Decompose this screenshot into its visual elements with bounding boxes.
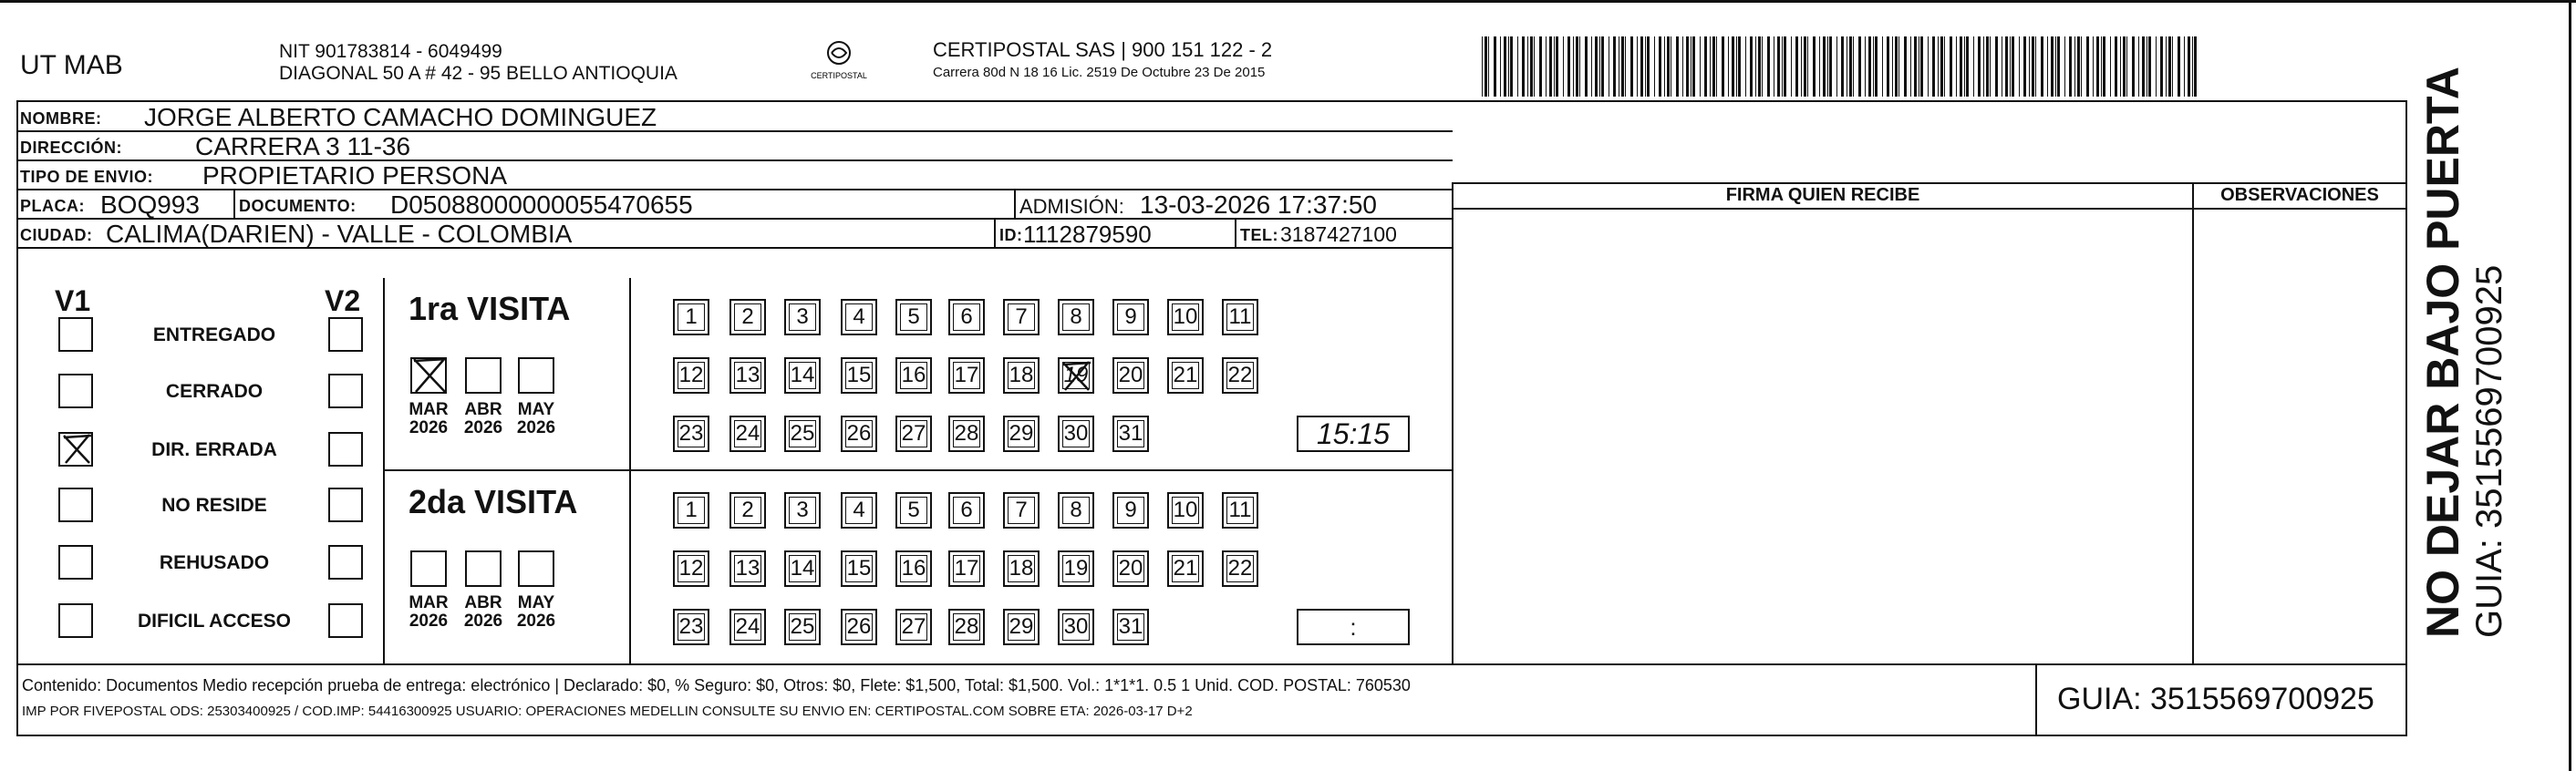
day-number: 29: [1009, 421, 1034, 446]
day-box: [948, 357, 985, 394]
day-number: 17: [954, 556, 979, 581]
city-value: CALIMA(DARIEN) - VALLE - COLOMBIA: [106, 220, 573, 248]
id-value: 1112879590: [1023, 221, 1152, 248]
month-name: MAR: [409, 400, 449, 419]
top-edge: [0, 0, 2576, 3]
v1-header: V1: [55, 284, 91, 317]
day-number: 2: [741, 304, 754, 329]
day-box: [841, 416, 877, 452]
day-box: [1222, 550, 1258, 587]
divider: [2035, 663, 2037, 736]
day-box: [1222, 357, 1258, 394]
month-name: MAR: [409, 593, 449, 612]
day-box: [895, 492, 932, 529]
month-label: [458, 594, 509, 631]
certipostal-logo: [810, 36, 868, 87]
month-checkbox: [465, 357, 502, 394]
day-number: 7: [1015, 304, 1028, 329]
day-box: [1112, 299, 1149, 335]
day-number: 1: [685, 498, 698, 522]
day-box: [1003, 299, 1040, 335]
day-number: 4: [853, 498, 865, 522]
day-box: [841, 357, 877, 394]
status-label: CERRADO: [165, 381, 264, 402]
day-number: 12: [678, 363, 704, 387]
shipment-type: PROPIETARIO PERSONA: [202, 161, 507, 190]
day-number: 14: [790, 363, 815, 387]
day-box: [1112, 357, 1149, 394]
day-box: [1058, 550, 1094, 587]
day-number: 15: [846, 556, 872, 581]
carrier-info: [933, 40, 1272, 83]
day-box: [1058, 609, 1094, 645]
day-number: 6: [960, 304, 973, 329]
type-row: [16, 161, 1453, 190]
barcode: [1482, 36, 2202, 97]
divider: [16, 663, 2407, 665]
status-label: REHUSADO: [159, 552, 270, 573]
divider: [383, 469, 1452, 471]
city-label: CIUDAD:: [20, 226, 93, 244]
month-name: ABR: [464, 400, 502, 419]
day-box: [729, 357, 766, 394]
plate-row: [16, 190, 1453, 220]
day-number: 6: [960, 498, 973, 522]
day-number: 21: [1173, 363, 1198, 387]
admission-label: ADMISIÓN:: [1019, 195, 1124, 218]
month-label: [511, 401, 562, 437]
sender-info: [279, 41, 678, 85]
day-number: 31: [1118, 614, 1143, 639]
day-number: 1: [685, 304, 698, 329]
status-label: DIR. ERRADA: [151, 439, 277, 460]
day-number: 22: [1227, 363, 1253, 387]
day-box: [1058, 299, 1094, 335]
day-number: 25: [790, 421, 815, 446]
day-box: [841, 550, 877, 587]
v1-checkbox: [58, 545, 93, 580]
divider: [1452, 182, 2405, 184]
day-number: 23: [678, 614, 704, 639]
day-number: 16: [901, 556, 926, 581]
month-year: 2026: [516, 418, 556, 437]
day-box: [673, 550, 709, 587]
v2-checkbox: [328, 545, 363, 580]
day-box: [895, 609, 932, 645]
day-number: 24: [735, 421, 760, 446]
day-box: [784, 550, 821, 587]
month-year: 2026: [516, 612, 556, 631]
month-name: MAY: [517, 400, 555, 419]
day-box: [729, 550, 766, 587]
day-box: [673, 416, 709, 452]
day-box: [1112, 609, 1149, 645]
handwritten-cross-mark: [409, 354, 450, 396]
no-under-door-warning: NO DEJAR BAJO PUERTA: [2417, 67, 2468, 638]
day-number: 26: [846, 614, 872, 639]
day-number: 27: [901, 614, 926, 639]
month-label: [403, 594, 454, 631]
sender-nit: NIT 901783814 - 6049499: [279, 41, 502, 62]
day-number: 25: [790, 614, 815, 639]
day-number: 7: [1015, 498, 1028, 522]
city-row: [16, 220, 1453, 249]
month-checkbox: [410, 550, 447, 587]
day-number: 5: [907, 304, 920, 329]
day-number: 9: [1124, 498, 1137, 522]
v2-checkbox: [328, 488, 363, 522]
month-label: [458, 401, 509, 437]
tel-value: 3187427100: [1280, 222, 1397, 246]
day-box: [729, 609, 766, 645]
day-number: 26: [846, 421, 872, 446]
day-number: 5: [907, 498, 920, 522]
day-number: 8: [1070, 304, 1082, 329]
time-box: :: [1297, 609, 1410, 645]
divider: [1014, 190, 1016, 218]
day-box: [1222, 299, 1258, 335]
day-number: 15: [846, 363, 872, 387]
v2-checkbox: [328, 603, 363, 638]
v1-checkbox: [58, 374, 93, 408]
month-label: [403, 401, 454, 437]
handwritten-cross-mark: [58, 430, 95, 467]
day-number: 19: [1063, 556, 1089, 581]
document-label: DOCUMENTO:: [239, 197, 357, 215]
day-box: [784, 416, 821, 452]
day-number: 4: [853, 304, 865, 329]
day-box: [1003, 609, 1040, 645]
plate-label: PLACA:: [20, 197, 85, 215]
day-number: 19: [1063, 363, 1089, 387]
visit2-title: 2da VISITA: [409, 483, 578, 520]
day-box: [1058, 416, 1094, 452]
day-box: [841, 609, 877, 645]
day-number: 24: [735, 614, 760, 639]
sender-address: DIAGONAL 50 A # 42 - 95 BELLO ANTIOQUIA: [279, 63, 678, 84]
divider: [233, 190, 235, 218]
address-row: [16, 132, 1453, 161]
guide-number: GUIA: 3515569700925: [2057, 682, 2374, 716]
day-number: 22: [1227, 556, 1253, 581]
day-box: [673, 357, 709, 394]
day-number: 8: [1070, 498, 1082, 522]
day-number: 13: [735, 556, 760, 581]
day-number: 9: [1124, 304, 1137, 329]
name-label: NOMBRE:: [20, 109, 102, 128]
day-number: 10: [1173, 304, 1198, 329]
day-number: 3: [796, 498, 809, 522]
day-number: 14: [790, 556, 815, 581]
side-notice: [2416, 67, 2510, 638]
month-checkbox: [465, 550, 502, 587]
day-number: 23: [678, 421, 704, 446]
v2-checkbox: [328, 432, 363, 467]
day-box: [784, 609, 821, 645]
day-box: [948, 492, 985, 529]
day-box: [1167, 357, 1204, 394]
day-box: [1003, 416, 1040, 452]
day-box: [1167, 492, 1204, 529]
v2-checkbox: [328, 317, 363, 352]
month-year: 2026: [409, 612, 449, 631]
svg-text:CERTIPOSTAL: CERTIPOSTAL: [811, 71, 867, 80]
day-number: 29: [1009, 614, 1034, 639]
plate-value: BOQ993: [100, 190, 200, 219]
day-box: [1167, 299, 1204, 335]
footer-print-info: IMP POR FIVEPOSTAL ODS: 25303400925 / COD.IMP: 54416300925 USUARIO: OPERACIONES MEDELLIN CONSULTE SU ENVIO EN: CERTIPOSTAL.COM SOBRE ETA: 2026-03-17 D+2: [22, 704, 1193, 719]
month-name: MAY: [517, 593, 555, 612]
day-number: 13: [735, 363, 760, 387]
month-year: 2026: [409, 418, 449, 437]
day-box: [895, 416, 932, 452]
type-label: TIPO DE ENVIO:: [20, 168, 154, 186]
carrier-license: Carrera 80d N 18 16 Lic. 2519 De Octubre 23 De 2015: [933, 65, 1266, 80]
day-number: 20: [1118, 556, 1143, 581]
day-box: [1003, 492, 1040, 529]
day-box: [948, 550, 985, 587]
v1-checkbox: [58, 317, 93, 352]
footer-content: Contenido: Documentos Medio recepción prueba de entrega: electrónico | Declarado: $0, % Seguro: $0, Otros: $0, Flete: $1,500, Total: $1,500. Vol.: 1*1*1. 0.5 1 Unid. COD. POSTAL: 760530: [22, 676, 1411, 694]
v1-checkbox: [58, 488, 93, 522]
day-box: [948, 609, 985, 645]
day-number: 12: [678, 556, 704, 581]
day-number: 10: [1173, 498, 1198, 522]
sender-name: UT MAB: [20, 50, 123, 80]
day-number: 30: [1063, 421, 1089, 446]
recipient-name: JORGE ALBERTO CAMACHO DOMINGUEZ: [144, 103, 657, 131]
day-number: 27: [901, 421, 926, 446]
day-box: [729, 416, 766, 452]
day-box: [784, 299, 821, 335]
day-number: 31: [1118, 421, 1143, 446]
day-box: [1112, 416, 1149, 452]
month-year: 2026: [463, 418, 503, 437]
divider: [2192, 182, 2194, 665]
day-box: [784, 492, 821, 529]
day-box: [673, 609, 709, 645]
day-number: 18: [1009, 556, 1034, 581]
month-year: 2026: [463, 612, 503, 631]
signature-header: FIRMA QUIEN RECIBE: [1725, 185, 1920, 205]
observations-header: OBSERVACIONES: [2220, 185, 2379, 205]
address-label: DIRECCIÓN:: [20, 139, 122, 157]
tel-label: TEL:: [1240, 226, 1278, 244]
day-box: [784, 357, 821, 394]
day-box: [895, 550, 932, 587]
day-number: 28: [954, 614, 979, 639]
document-value: D05088000000055470655: [390, 190, 693, 219]
day-box: [1222, 492, 1258, 529]
day-box: [948, 299, 985, 335]
divider: [1452, 208, 2405, 210]
day-box: [673, 299, 709, 335]
name-row: [16, 103, 1453, 132]
day-box: [1112, 492, 1149, 529]
day-number: 3: [796, 304, 809, 329]
visit1-title: 1ra VISITA: [409, 290, 571, 327]
month-label: [511, 594, 562, 631]
status-label: ENTREGADO: [152, 324, 276, 345]
month-checkbox: [518, 550, 554, 587]
day-number: 11: [1228, 498, 1252, 522]
id-label: ID:: [999, 226, 1023, 244]
day-number: 2: [741, 498, 754, 522]
carrier-name: CERTIPOSTAL SAS | 900 151 122 - 2: [933, 38, 1273, 61]
day-number: 18: [1009, 363, 1034, 387]
status-label: NO RESIDE: [161, 495, 267, 516]
day-number: 28: [954, 421, 979, 446]
status-label: DIFICIL ACCESO: [137, 611, 291, 632]
day-box: [1167, 550, 1204, 587]
day-box: [673, 492, 709, 529]
day-box: [729, 492, 766, 529]
day-number: 16: [901, 363, 926, 387]
day-box: [895, 299, 932, 335]
day-number: 21: [1173, 556, 1198, 581]
right-edge: [2569, 0, 2571, 771]
day-number: 20: [1118, 363, 1143, 387]
month-name: ABR: [464, 593, 502, 612]
day-box: [895, 357, 932, 394]
v1-checkbox: [58, 603, 93, 638]
day-number: 17: [954, 363, 979, 387]
day-box: [729, 299, 766, 335]
day-box: [1112, 550, 1149, 587]
day-box: [948, 416, 985, 452]
recipient-address: CARRERA 3 11-36: [195, 132, 411, 160]
divider: [1235, 220, 1236, 247]
admission-value: 13-03-2026 17:37:50: [1140, 190, 1377, 219]
v2-header: V2: [325, 284, 361, 317]
month-checkbox: [518, 357, 554, 394]
day-box: [841, 492, 877, 529]
divider: [1452, 182, 1454, 665]
side-guide-number: GUIA: 3515569700925: [2469, 264, 2509, 638]
day-box: [841, 299, 877, 335]
time-box: 15:15: [1297, 416, 1410, 452]
v2-checkbox: [328, 374, 363, 408]
day-number: 11: [1228, 304, 1252, 329]
divider: [994, 220, 996, 247]
day-number: 30: [1063, 614, 1089, 639]
day-box: [1058, 492, 1094, 529]
day-box: [1003, 357, 1040, 394]
day-box: [1003, 550, 1040, 587]
